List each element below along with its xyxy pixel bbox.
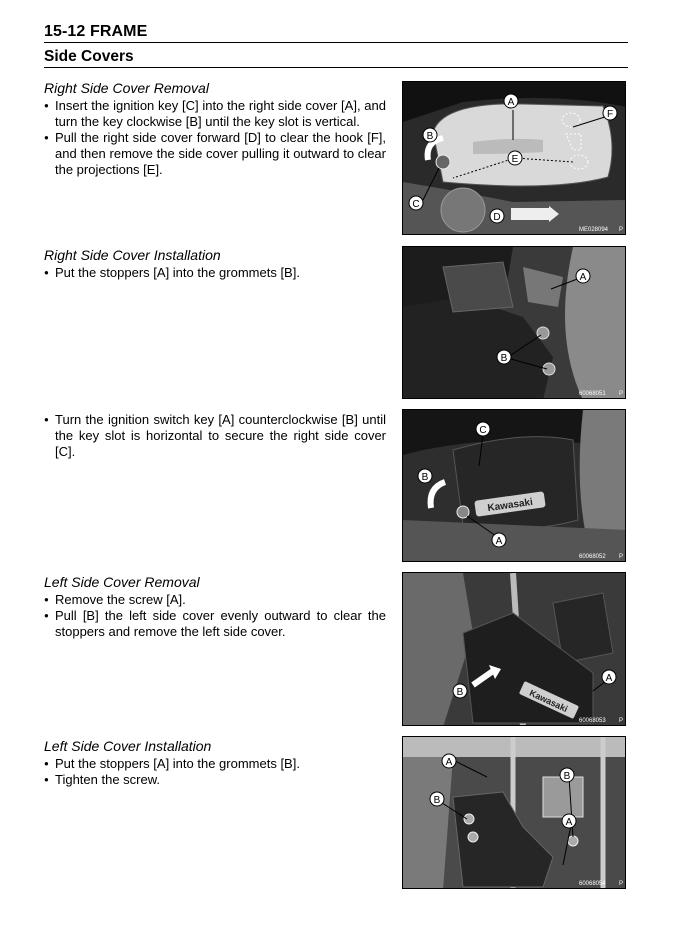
svg-text:B: B (500, 353, 508, 364)
svg-text:P: P (619, 227, 624, 233)
callout-b (423, 128, 437, 142)
figure-code: ME028094 (579, 227, 609, 233)
instruction-bullet: ● Put the stoppers [A] into the grommets [B]. (44, 756, 386, 772)
right-cover-removal-text (44, 80, 386, 178)
section-title: Side Covers (44, 48, 134, 65)
instruction-bullet: ● Put the stoppers [A] into the grommets [B]. (44, 265, 386, 281)
figure-left-cover-installation (402, 736, 626, 889)
svg-text:A: A (605, 673, 613, 684)
left-cover-removal-text (44, 574, 386, 640)
svg-text:B: B (421, 472, 429, 483)
figure-code: 60068052 (579, 554, 606, 560)
callout-a (576, 269, 590, 283)
figure-left-cover-removal (402, 572, 626, 726)
svg-text:C: C (412, 199, 420, 210)
callout-b (418, 469, 432, 483)
emblem-text: Kawasaki (486, 496, 534, 515)
callout-c (409, 196, 423, 210)
figure-code: 60068053 (579, 718, 606, 724)
callout-a (492, 533, 506, 547)
callout-b (453, 684, 467, 698)
block-heading: Right Side Cover Removal (44, 80, 209, 96)
callout-a (602, 670, 616, 684)
instruction-bullet: ● Turn the ignition switch key [A] counterclockwise [B] until the key slot is horizontal to secure the right side cover [C]. (44, 412, 386, 460)
callout-d (490, 209, 504, 223)
instruction-bullet: ● Insert the ignition key [C] into the right side cover [A], and turn the key clockwise [B] until the key slot is vertical. (44, 98, 386, 130)
svg-text:A: A (495, 536, 503, 547)
header-rule (44, 42, 628, 43)
svg-text:P: P (619, 391, 624, 397)
svg-text:F: F (606, 109, 614, 120)
svg-text:P: P (619, 718, 624, 724)
callout-b (430, 792, 444, 806)
svg-text:B: B (563, 771, 571, 782)
figure-code: 60068054 (579, 881, 606, 887)
instruction-bullet: ● Remove the screw [A]. (44, 592, 386, 608)
section-rule (44, 67, 628, 68)
svg-text:A: A (507, 97, 515, 108)
instruction-bullet: ● Tighten the screw. (44, 772, 386, 788)
callout-a (442, 754, 456, 768)
instruction-bullet: ● Pull the right side cover forward [D] to clear the hook [F], and then remove the side cover pulling it outward to clear the projections [E]. (44, 130, 386, 178)
svg-text:A: A (565, 817, 573, 828)
secure-right-cover-text (44, 411, 386, 460)
svg-text:C: C (479, 425, 487, 436)
instruction-bullet: ● Pull [B] the left side cover evenly outward to clear the stoppers and remove the left side cover. (44, 608, 386, 640)
callout-b (560, 768, 574, 782)
callout-f (603, 106, 617, 120)
callout-e (508, 151, 522, 165)
svg-text:A: A (445, 757, 453, 768)
block-heading: Left Side Cover Removal (44, 574, 200, 590)
callout-a (562, 814, 576, 828)
svg-text:P: P (619, 554, 624, 560)
page-title: 15-12 FRAME (44, 23, 148, 40)
svg-text:E: E (511, 154, 519, 165)
page-header (44, 22, 628, 68)
svg-text:A: A (579, 272, 587, 283)
svg-text:D: D (493, 212, 501, 223)
figure-right-cover-removal (402, 81, 626, 235)
svg-text:B: B (433, 795, 441, 806)
callout-b (497, 350, 511, 364)
block-heading: Right Side Cover Installation (44, 247, 221, 263)
left-cover-installation-text (44, 738, 386, 788)
figure-secure-right-cover (402, 409, 626, 562)
block-heading: Left Side Cover Installation (44, 738, 212, 754)
svg-text:P: P (619, 881, 624, 887)
svg-text:B: B (456, 687, 464, 698)
figure-code: 60068051 (579, 391, 606, 397)
callout-c (476, 422, 490, 436)
svg-text:B: B (426, 131, 434, 142)
emblem-text: Kawasaki (527, 687, 570, 715)
figure-right-cover-installation (402, 246, 626, 399)
callout-a (504, 94, 518, 108)
right-cover-installation-text (44, 247, 386, 281)
